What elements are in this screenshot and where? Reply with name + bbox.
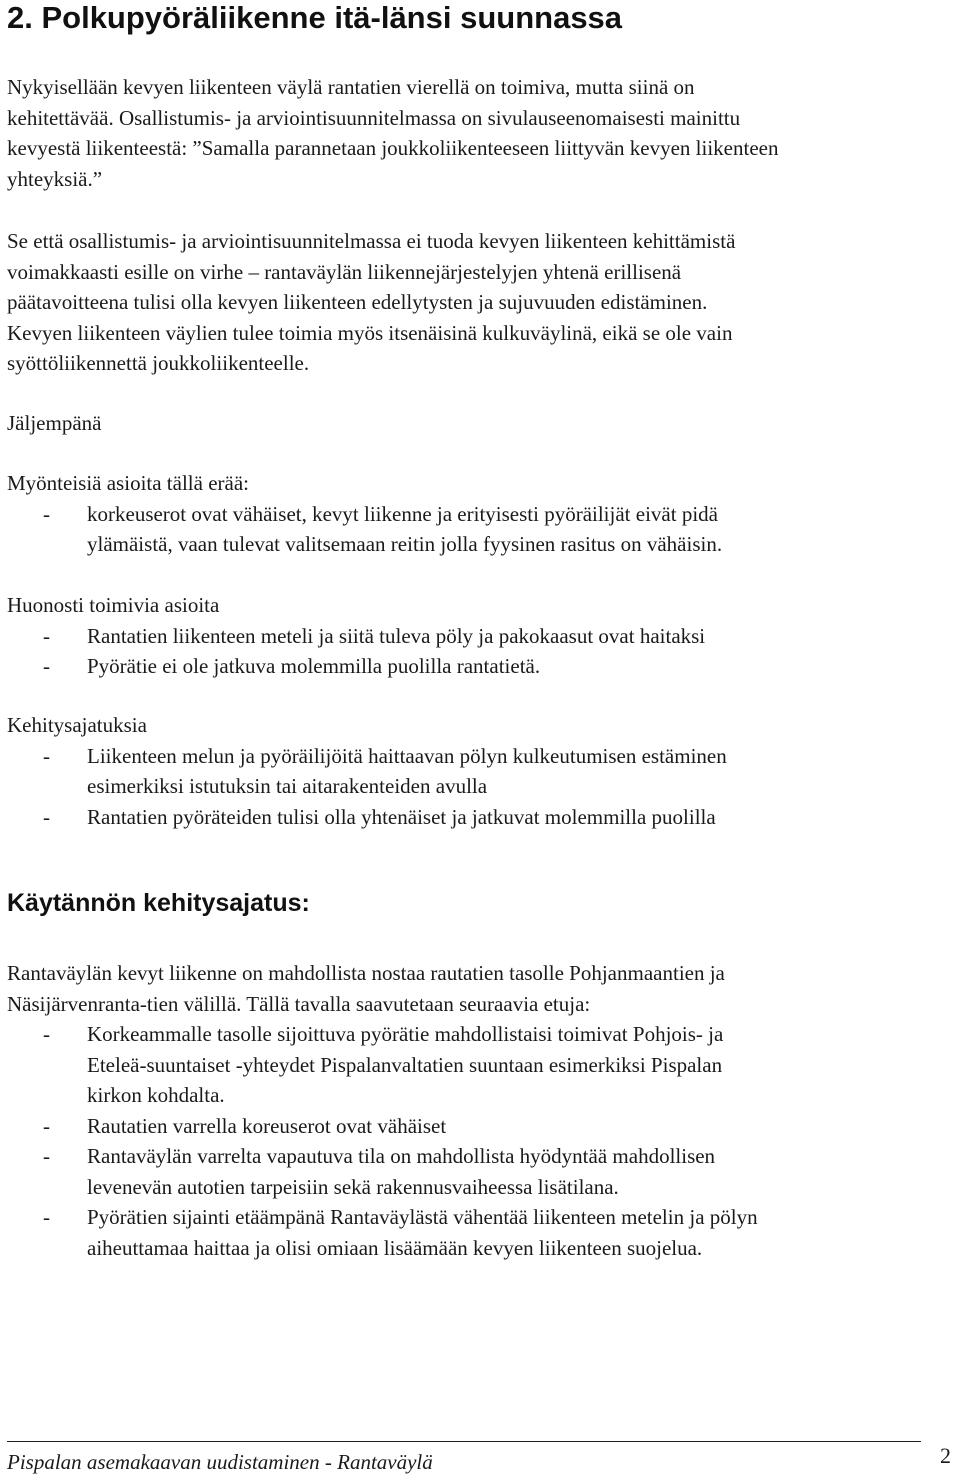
bullet-dash: - — [43, 1022, 50, 1046]
bullet-dash: - — [43, 1144, 50, 1168]
text-line: Rautatien varrella koreuserot ovat vähäiset — [87, 1113, 447, 1138]
practical-section — [7, 958, 952, 1263]
text-line: voimakkaasti esille on virhe – rantaväylän liikennejärjestelyjen yhtenä erillisenä — [7, 259, 682, 284]
section-heading: 2. Polkupyöräliikenne itä-länsi suunnassa — [7, 0, 623, 35]
negatives-section — [7, 590, 952, 682]
text-line: Rantatien pyöräteiden tulisi olla yhtenäiset ja jatkuvat molemmilla puolilla — [87, 804, 716, 829]
text-line: kehitettävää. Osallistumis- ja arviointisuunnitelmassa on sivulauseenomaisesti mainittu — [7, 105, 741, 130]
below-label — [7, 408, 952, 439]
text-line: ylämäistä, vaan tulevat valitsemaan reitin jolla fyysinen rasitus on vähäisin. — [87, 532, 723, 556]
text-line: Pyörätien sijainti etäämpänä Rantaväylästä vähentää liikenteen metelin ja pölyn — [87, 1205, 758, 1229]
text-line: levenevän autotien tarpeisiin sekä rakennusvaiheessa lisätilana. — [87, 1174, 619, 1199]
text-line: päätavoitteena tulisi olla kevyen liikenteen edellytysten ja sujuvuuden edistäminen. — [7, 290, 708, 314]
bullet-dash: - — [43, 654, 50, 678]
bullet-item — [7, 741, 952, 802]
text-line: yhteyksiä.” — [7, 166, 103, 191]
text-line: aiheuttamaa haittaa ja olisi omiaan lisäämään kevyen liikenteen suojelua. — [87, 1235, 703, 1260]
footer-divider — [7, 1441, 921, 1442]
page-number: 2 — [940, 1443, 951, 1468]
text-line: Rantaväylän kevyt liikenne on mahdollista nostaa rautatien tasolle Pohjanmaantien ja — [7, 961, 725, 985]
text-line: Kevyen liikenteen väylien tulee toimia myös itsenäisinä kulkuväylinä, eikä se ole vain — [7, 320, 733, 345]
intro-paragraph — [7, 72, 952, 194]
text-line: Näsijärvenranta-tien välillä. Tällä tavalla saavutetaan seuraavia etuja: — [7, 991, 591, 1016]
bullet-item — [7, 1019, 952, 1111]
negatives-title: Huonosti toimivia asioita — [7, 593, 220, 617]
text-line: esimerkiksi istutuksin tai aitarakenteiden avulla — [87, 774, 488, 798]
text-line: Nykyisellään kevyen liikenteen väylä rantatien vierellä on toimiva, mutta siinä on — [7, 75, 695, 99]
bullet-dash: - — [43, 743, 50, 768]
bullet-item — [7, 1202, 952, 1263]
critique-paragraph — [7, 226, 952, 379]
text-line: Eteleä-suuntaiset -yhteydet Pispalanvaltatien suuntaan esimerkiksi Pispalan — [87, 1052, 723, 1077]
text-line: Se että osallistumis- ja arviointisuunnitelmassa ei tuoda kevyen liikenteen kehittämistä — [7, 229, 736, 253]
practical-heading: Käytännön kehitysajatus: — [7, 889, 310, 917]
text-line: Rantaväylän varrelta vapautuva tila on mahdollista hyödyntää mahdollisen — [87, 1144, 716, 1168]
positives-title: Myönteisiä asioita tällä erää: — [7, 471, 249, 495]
positives-section — [7, 468, 952, 560]
bullet-dash: - — [43, 501, 50, 526]
bullet-dash: - — [43, 804, 50, 829]
bullet-dash: - — [43, 1113, 50, 1138]
bullet-item — [7, 499, 952, 560]
bullet-item — [7, 621, 952, 652]
below-label-text: Jäljempänä — [7, 411, 102, 435]
text-line: syöttöliikennettä joukkoliikenteelle. — [7, 351, 310, 375]
text-line: kevyestä liikenteestä: ”Samalla parannetaan joukkoliikenteeseen liittyvän kevyen liikenteen — [7, 136, 779, 160]
text-line: Korkeammalle tasolle sijoittuva pyörätie mahdollistaisi toimivat Pohjois- ja — [87, 1022, 724, 1046]
text-line: Rantatien liikenteen meteli ja siitä tuleva pöly ja pakokaasut ovat haitaksi — [87, 623, 706, 648]
text-line: kirkon kohdalta. — [87, 1083, 225, 1107]
suggestions-title: Kehitysajatuksia — [7, 713, 147, 737]
bullet-item — [7, 651, 952, 682]
text-line: Pyörätie ei ole jatkuva molemmilla puolilla rantatietä. — [87, 654, 541, 678]
bullet-item — [7, 1141, 952, 1202]
footer-title: Pispalan asemakaavan uudistaminen - Rantaväylä — [7, 1450, 433, 1474]
bullet-item — [7, 1111, 952, 1142]
bullet-dash: - — [43, 623, 50, 648]
text-line: korkeuserot ovat vähäiset, kevyt liikenne ja erityisesti pyöräilijät eivät pidä — [87, 501, 718, 526]
suggestions-section — [7, 710, 952, 832]
bullet-dash: - — [43, 1205, 50, 1229]
bullet-item — [7, 802, 952, 833]
text-line: Liikenteen melun ja pyöräilijöitä haittaavan pölyn kulkeutumisen estäminen — [87, 743, 727, 768]
